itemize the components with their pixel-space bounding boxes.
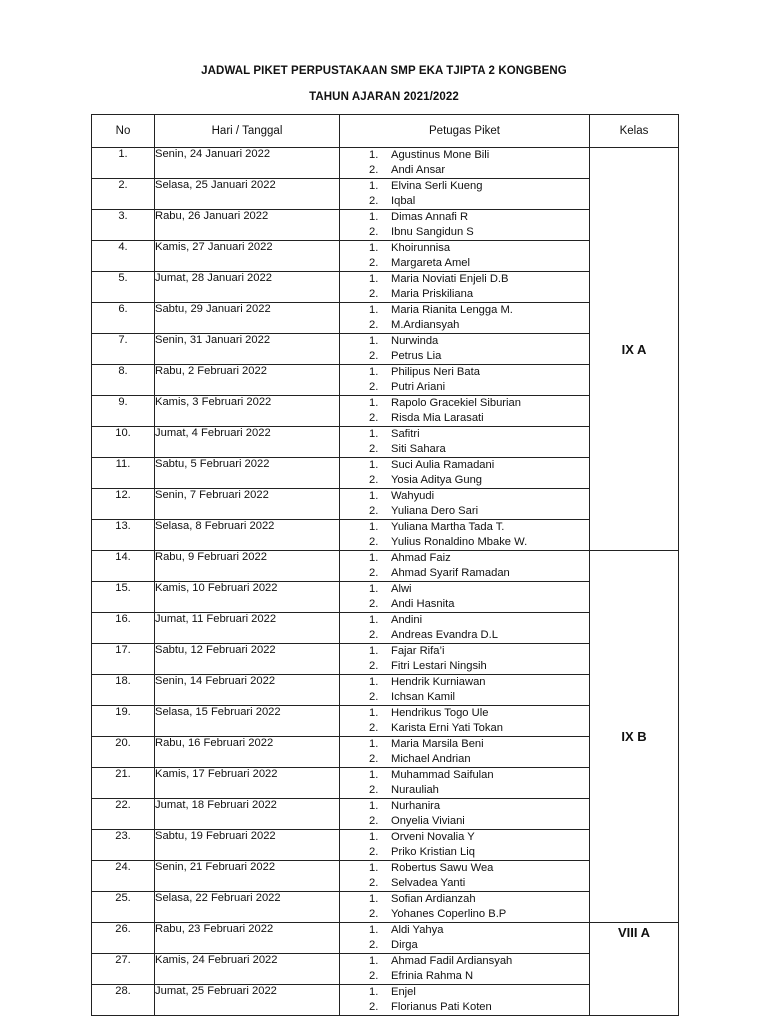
officer-name: Petrus Lia [391,350,442,362]
row-officers [340,551,590,582]
officer-entry [340,287,589,302]
row-date: Sabtu, 5 Februari 2022 [155,458,340,489]
officer-entry [340,954,589,969]
officer-number: 1. [369,955,379,967]
officer-entry [340,194,589,209]
officer-entry [340,938,589,953]
row-officers [340,954,590,985]
officer-number: 2. [369,350,379,362]
officer-name: Rapolo Gracekiel Siburian [391,397,521,409]
officer-entry [340,969,589,984]
officer-number: 1. [369,924,379,936]
officer-name: Maria Rianita Lengga M. [391,304,513,316]
row-number: 26. [92,923,155,954]
officer-number: 1. [369,149,379,161]
officer-entry [340,318,589,333]
officer-number: 1. [369,490,379,502]
officer-number: 1. [369,986,379,998]
row-number: 17. [92,644,155,675]
officer-number: 2. [369,381,379,393]
row-date: Kamis, 27 Januari 2022 [155,241,340,272]
row-officers [340,830,590,861]
officer-entry [340,489,589,504]
officer-entry [340,783,589,798]
officer-name: Risda Mia Larasati [391,412,484,424]
officer-name: Andreas Evandra D.L [391,629,498,641]
officer-number: 1. [369,676,379,688]
officer-number: 2. [369,226,379,238]
row-date: Rabu, 26 Januari 2022 [155,210,340,241]
officer-number: 1. [369,831,379,843]
officer-name: Maria Marsila Beni [391,738,484,750]
row-number: 24. [92,861,155,892]
row-officers [340,613,590,644]
header-date: Hari / Tanggal [155,115,340,148]
row-number: 3. [92,210,155,241]
schedule-body [92,148,679,1016]
row-number: 2. [92,179,155,210]
table-row [92,148,679,179]
officer-entry [340,597,589,612]
officer-entry [340,473,589,488]
officer-name: Nurhanira [391,800,441,812]
officer-entry [340,148,589,163]
row-number: 9. [92,396,155,427]
row-date: Kamis, 3 Februari 2022 [155,396,340,427]
row-date: Rabu, 16 Februari 2022 [155,737,340,768]
row-number: 15. [92,582,155,613]
class-label: IX B [590,551,679,923]
row-date: Kamis, 24 Februari 2022 [155,954,340,985]
row-number: 5. [92,272,155,303]
officer-number: 2. [369,319,379,331]
row-date: Selasa, 8 Februari 2022 [155,520,340,551]
officer-name: Karista Erni Yati Tokan [391,722,503,734]
row-date: Selasa, 15 Februari 2022 [155,706,340,737]
officer-number: 2. [369,195,379,207]
officer-name: M.Ardiansyah [391,319,460,331]
officer-name: Florianus Pati Koten [391,1001,492,1013]
officer-number: 2. [369,629,379,641]
schedule-table [91,114,679,1016]
officer-name: Hendrikus Togo Ule [391,707,489,719]
officer-name: Safitri [391,428,420,440]
officer-number: 2. [369,908,379,920]
officer-name: Ahmad Fadil Ardiansyah [391,955,513,967]
row-officers [340,210,590,241]
row-number: 6. [92,303,155,334]
officer-name: Yuliana Dero Sari [391,505,479,517]
row-officers [340,365,590,396]
officer-name: Fitri Lestari Ningsih [391,660,487,672]
row-date: Rabu, 2 Februari 2022 [155,365,340,396]
officer-entry [340,504,589,519]
officer-number: 2. [369,164,379,176]
officer-entry [340,380,589,395]
row-date: Selasa, 25 Januari 2022 [155,179,340,210]
row-date: Kamis, 10 Februari 2022 [155,582,340,613]
officer-name: Ichsan Kamil [391,691,456,703]
row-date: Senin, 14 Februari 2022 [155,675,340,706]
row-date: Jumat, 25 Februari 2022 [155,985,340,1016]
officer-number: 2. [369,691,379,703]
officer-entry [340,907,589,922]
row-officers [340,582,590,613]
row-number: 10. [92,427,155,458]
officer-entry [340,659,589,674]
officer-number: 1. [369,459,379,471]
row-date: Jumat, 18 Februari 2022 [155,799,340,830]
officer-name: Andi Hasnita [391,598,455,610]
officer-name: Dirga [391,939,418,951]
officer-number: 1. [369,335,379,347]
row-officers [340,892,590,923]
row-officers [340,644,590,675]
officer-name: Robertus Sawu Wea [391,862,494,874]
officer-entry [340,365,589,380]
table-row [92,551,679,582]
officer-number: 2. [369,815,379,827]
row-date: Sabtu, 12 Februari 2022 [155,644,340,675]
officer-number: 1. [369,800,379,812]
row-date: Senin, 21 Februari 2022 [155,861,340,892]
officer-entry [340,830,589,845]
officer-entry [340,752,589,767]
officer-name: Dimas Annafi R [391,211,469,223]
row-number: 20. [92,737,155,768]
row-officers [340,272,590,303]
officer-name: Elvina Serli Kueng [391,180,483,192]
row-officers [340,334,590,365]
officer-number: 2. [369,1001,379,1013]
officer-entry [340,256,589,271]
officer-entry [340,163,589,178]
row-officers [340,458,590,489]
officer-number: 1. [369,242,379,254]
row-number: 12. [92,489,155,520]
officer-name: Ahmad Syarif Ramadan [391,567,510,579]
table-header-row [92,115,679,148]
officer-number: 1. [369,428,379,440]
row-number: 27. [92,954,155,985]
officer-number: 2. [369,970,379,982]
officer-number: 2. [369,474,379,486]
row-number: 23. [92,830,155,861]
class-label: VIII A [590,923,679,1016]
officer-name: Efrinia Rahma N [391,970,474,982]
officer-name: Andini [391,614,423,626]
officer-name: Maria Priskiliana [391,288,474,300]
row-number: 16. [92,613,155,644]
officer-number: 1. [369,769,379,781]
officer-number: 2. [369,443,379,455]
officer-name: Yosia Aditya Gung [391,474,483,486]
row-officers [340,768,590,799]
officer-entry [340,985,589,1000]
officer-name: Enjel [391,986,416,998]
table-row [92,923,679,954]
row-officers [340,489,590,520]
officer-entry [340,768,589,783]
officer-name: Fajar Rifa’i [391,645,445,657]
officer-number: 1. [369,862,379,874]
officer-name: Ahmad Faiz [391,552,451,564]
row-officers [340,427,590,458]
row-date: Rabu, 23 Februari 2022 [155,923,340,954]
officer-name: Yohanes Coperlino B.P [391,908,507,920]
officer-entry [340,303,589,318]
row-officers [340,179,590,210]
officer-entry [340,334,589,349]
row-officers [340,241,590,272]
officer-entry [340,210,589,225]
row-date: Sabtu, 29 Januari 2022 [155,303,340,334]
row-officers [340,737,590,768]
row-date: Senin, 31 Januari 2022 [155,334,340,365]
row-date: Senin, 7 Februari 2022 [155,489,340,520]
row-number: 11. [92,458,155,489]
officer-entry [340,628,589,643]
row-date: Rabu, 9 Februari 2022 [155,551,340,582]
row-number: 28. [92,985,155,1016]
officer-entry [340,349,589,364]
officer-entry [340,179,589,194]
row-officers [340,675,590,706]
row-number: 22. [92,799,155,830]
row-date: Senin, 24 Januari 2022 [155,148,340,179]
officer-entry [340,675,589,690]
row-number: 21. [92,768,155,799]
officer-entry [340,737,589,752]
officer-entry [340,923,589,938]
officer-entry [340,861,589,876]
officer-name: Khoirunnisa [391,242,451,254]
officer-name: Putri Ariani [391,381,446,393]
officer-number: 1. [369,180,379,192]
row-date: Jumat, 4 Februari 2022 [155,427,340,458]
officer-entry [340,566,589,581]
officer-number: 1. [369,738,379,750]
row-officers [340,396,590,427]
officer-entry [340,1000,589,1015]
officer-entry [340,799,589,814]
row-date: Kamis, 17 Februari 2022 [155,768,340,799]
row-officers [340,706,590,737]
officer-number: 2. [369,505,379,517]
officer-name: Priko Kristian Liq [391,846,475,858]
row-date: Jumat, 28 Januari 2022 [155,272,340,303]
officer-entry [340,845,589,860]
officer-number: 2. [369,722,379,734]
row-officers [340,799,590,830]
row-officers [340,861,590,892]
officer-number: 1. [369,583,379,595]
officer-name: Agustinus Mone Bili [391,149,490,161]
officer-entry [340,427,589,442]
officer-number: 1. [369,304,379,316]
officer-number: 2. [369,939,379,951]
officer-number: 2. [369,598,379,610]
officer-name: Ibnu Sangidun S [391,226,474,238]
officer-entry [340,411,589,426]
officer-number: 1. [369,397,379,409]
header-no: No [92,115,155,148]
row-date: Selasa, 22 Februari 2022 [155,892,340,923]
row-number: 18. [92,675,155,706]
row-number: 1. [92,148,155,179]
officer-entry [340,458,589,473]
officer-name: Hendrik Kurniawan [391,676,486,688]
officer-number: 2. [369,288,379,300]
officer-name: Muhammad Saifulan [391,769,494,781]
officer-name: Iqbal [391,195,416,207]
row-officers [340,985,590,1016]
officer-number: 1. [369,707,379,719]
officer-number: 2. [369,257,379,269]
document-subtitle: TAHUN AJARAN 2021/2022 [309,91,459,103]
officer-entry [340,613,589,628]
officer-name: Orveni Novalia Y [391,831,475,843]
officer-entry [340,272,589,287]
class-label: IX A [590,148,679,551]
officer-entry [340,520,589,535]
officer-name: Alwi [391,583,412,595]
row-number: 19. [92,706,155,737]
row-officers [340,148,590,179]
officer-entry [340,644,589,659]
officer-entry [340,892,589,907]
officer-name: Margareta Amel [391,257,470,269]
officer-number: 2. [369,660,379,672]
officer-name: Philipus Neri Bata [391,366,480,378]
header-kelas: Kelas [590,115,679,148]
row-officers [340,303,590,334]
officer-name: Onyelia Viviani [391,815,465,827]
officer-number: 2. [369,567,379,579]
officer-name: Aldi Yahya [391,924,444,936]
officer-name: Selvadea Yanti [391,877,466,889]
officer-name: Sofian Ardianzah [391,893,476,905]
officer-number: 2. [369,536,379,548]
officer-name: Andi Ansar [391,164,446,176]
officer-entry [340,442,589,457]
officer-number: 2. [369,784,379,796]
officer-name: Yuliana Martha Tada T. [391,521,505,533]
header-officers: Petugas Piket [340,115,590,148]
officer-number: 1. [369,645,379,657]
officer-entry [340,582,589,597]
officer-number: 1. [369,614,379,626]
officer-name: Yulius Ronaldino Mbake W. [391,536,528,548]
row-number: 14. [92,551,155,582]
officer-number: 2. [369,877,379,889]
row-number: 4. [92,241,155,272]
officer-name: Michael Andrian [391,753,471,765]
officer-name: Nurauliah [391,784,439,796]
officer-number: 2. [369,412,379,424]
officer-name: Nurwinda [391,335,439,347]
officer-number: 1. [369,521,379,533]
officer-name: Suci Aulia Ramadani [391,459,495,471]
officer-number: 2. [369,846,379,858]
officer-name: Wahyudi [391,490,435,502]
officer-entry [340,396,589,411]
officer-number: 1. [369,211,379,223]
officer-number: 1. [369,893,379,905]
row-number: 13. [92,520,155,551]
officer-entry [340,876,589,891]
document-title: JADWAL PIKET PERPUSTAKAAN SMP EKA TJIPTA 2 KONGBENG [201,65,567,77]
officer-number: 1. [369,366,379,378]
row-officers [340,923,590,954]
row-number: 7. [92,334,155,365]
officer-entry [340,690,589,705]
officer-entry [340,225,589,240]
officer-entry [340,721,589,736]
officer-name: Maria Noviati Enjeli D.B [391,273,509,285]
row-number: 25. [92,892,155,923]
officer-entry [340,814,589,829]
officer-entry [340,551,589,566]
officer-number: 2. [369,753,379,765]
row-officers [340,520,590,551]
row-date: Jumat, 11 Februari 2022 [155,613,340,644]
officer-name: Siti Sahara [391,443,446,455]
officer-number: 1. [369,273,379,285]
officer-number: 1. [369,552,379,564]
row-number: 8. [92,365,155,396]
officer-entry [340,706,589,721]
officer-entry [340,535,589,550]
row-date: Sabtu, 19 Februari 2022 [155,830,340,861]
officer-entry [340,241,589,256]
